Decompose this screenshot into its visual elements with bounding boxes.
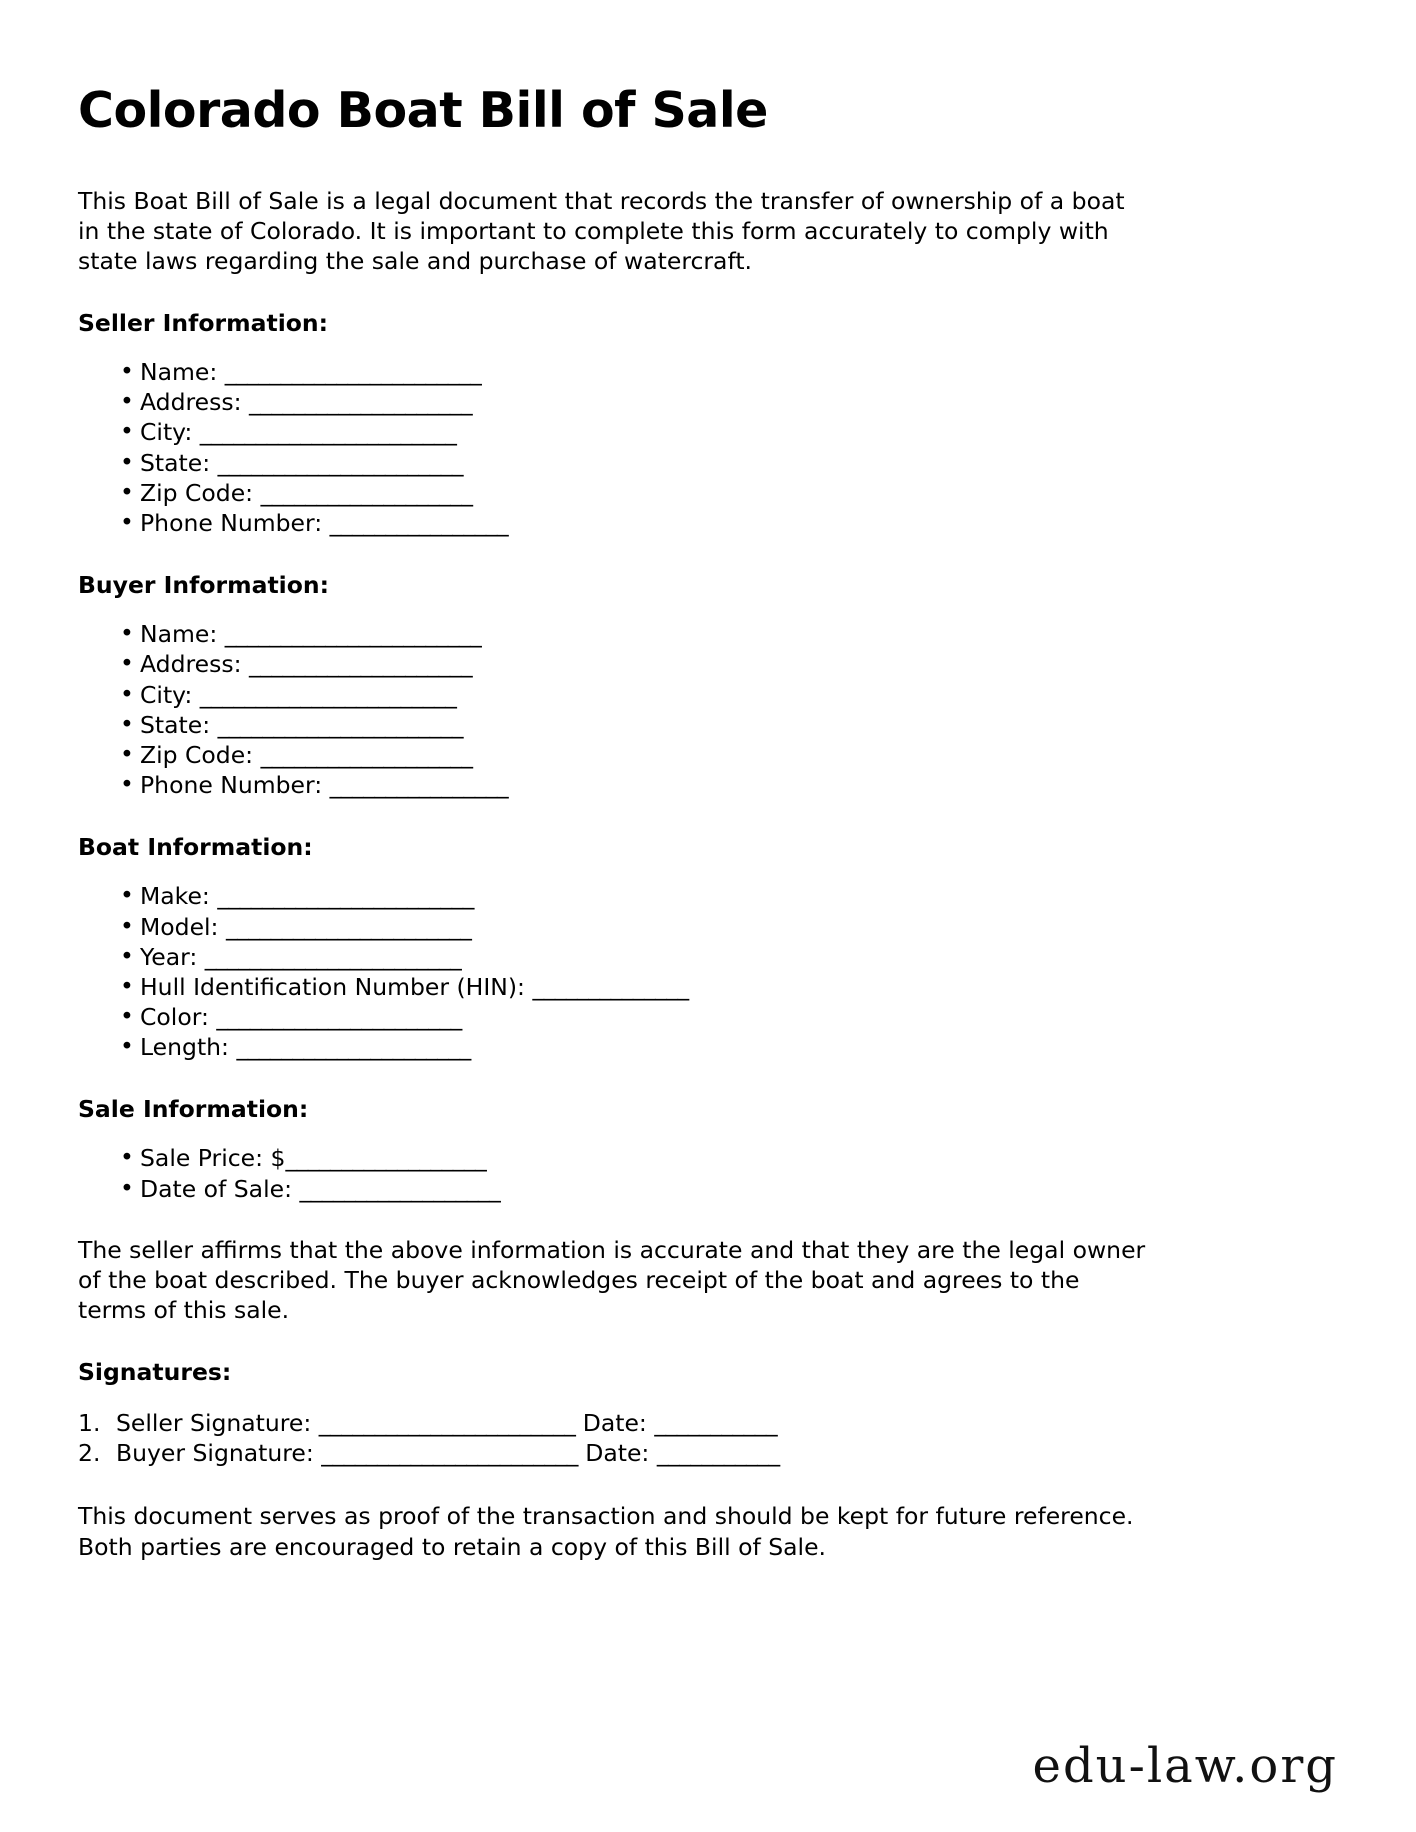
field-label: Zip Code: bbox=[140, 478, 254, 507]
field-blank[interactable]: ___________________ bbox=[260, 740, 473, 769]
list-item bbox=[78, 1002, 1338, 1032]
field-blank[interactable]: _______________________ bbox=[199, 418, 457, 447]
field-blank[interactable]: ____________________ bbox=[249, 650, 473, 679]
field-blank[interactable]: _______________________ bbox=[224, 358, 482, 387]
list-item bbox=[78, 357, 1338, 387]
date-blank[interactable]: ___________ bbox=[654, 1409, 777, 1438]
field-label: Phone Number: bbox=[140, 771, 323, 800]
field-label: Phone Number: bbox=[140, 509, 323, 538]
signatures-heading: Signatures: bbox=[78, 1358, 232, 1387]
sale-information-heading: Sale Information: bbox=[78, 1095, 309, 1124]
field-label: Year: bbox=[140, 942, 198, 971]
table-row bbox=[78, 1438, 1338, 1468]
list-item bbox=[78, 508, 1338, 538]
field-label: Address: bbox=[140, 388, 242, 417]
list-item bbox=[78, 740, 1338, 770]
closing-paragraph: This document serves as proof of the transaction and should be kept for future reference. Both parties are encouraged to retain a copy of this Bill of Sale. bbox=[78, 1502, 1134, 1561]
field-label: Length: bbox=[140, 1033, 229, 1062]
field-blank[interactable]: ______________ bbox=[532, 972, 689, 1001]
list-item bbox=[78, 881, 1338, 911]
affirmation-paragraph: The seller affirms that the above information is accurate and that they are the legal owner of the boat described. The buyer acknowledges receipt of the boat and agrees to the terms of this sale. bbox=[78, 1235, 1146, 1325]
list-item bbox=[78, 770, 1338, 800]
field-blank[interactable]: ______________________ bbox=[217, 448, 463, 477]
list-item bbox=[78, 912, 1338, 942]
signature-label: Buyer Signature: bbox=[116, 1439, 314, 1468]
field-label: Date of Sale: bbox=[140, 1174, 292, 1203]
signature-list bbox=[78, 1386, 1338, 1468]
field-blank[interactable]: _______________________ bbox=[224, 620, 482, 649]
site-watermark: edu-law.org bbox=[1032, 1738, 1338, 1794]
date-label: Date: bbox=[585, 1439, 650, 1468]
signature-label: Seller Signature: bbox=[116, 1409, 312, 1438]
list-item bbox=[78, 417, 1338, 447]
field-label: Name: bbox=[140, 358, 218, 387]
table-row bbox=[78, 1408, 1338, 1438]
field-blank[interactable]: ______________________ bbox=[216, 1003, 462, 1032]
list-item bbox=[78, 1174, 1338, 1204]
list-item bbox=[78, 942, 1338, 972]
field-label: State: bbox=[140, 710, 211, 739]
field-label: Color: bbox=[140, 1003, 209, 1032]
seller-field-list bbox=[78, 337, 1338, 538]
list-item bbox=[78, 972, 1338, 1002]
list-item bbox=[78, 710, 1338, 740]
field-label: City: bbox=[140, 680, 193, 709]
buyer-information-heading: Buyer Information: bbox=[78, 571, 330, 600]
field-blank[interactable]: _____________________ bbox=[236, 1033, 471, 1062]
list-item bbox=[78, 387, 1338, 417]
list-item bbox=[78, 478, 1338, 508]
field-blank[interactable]: ______________________ bbox=[217, 710, 463, 739]
buyer-field-list bbox=[78, 599, 1338, 800]
field-label: Sale Price: $ bbox=[140, 1144, 286, 1173]
field-label: State: bbox=[140, 448, 211, 477]
seller-information-heading: Seller Information: bbox=[78, 309, 329, 338]
list-item bbox=[78, 1143, 1338, 1173]
field-blank[interactable]: ___________________ bbox=[260, 478, 473, 507]
field-label: City: bbox=[140, 418, 193, 447]
field-label: Address: bbox=[140, 650, 242, 679]
date-label: Date: bbox=[582, 1409, 647, 1438]
sale-field-list bbox=[78, 1123, 1338, 1203]
list-item bbox=[78, 1032, 1338, 1062]
list-item bbox=[78, 649, 1338, 679]
boat-information-heading: Boat Information: bbox=[78, 833, 313, 862]
field-blank[interactable]: _______________________ bbox=[217, 882, 474, 911]
list-item bbox=[78, 619, 1338, 649]
field-label: Hull Identification Number (HIN): bbox=[140, 972, 525, 1001]
field-label: Name: bbox=[140, 620, 218, 649]
field-blank[interactable]: _______________________ bbox=[204, 942, 462, 971]
signature-blank[interactable]: _______________________ bbox=[321, 1439, 578, 1468]
signature-blank[interactable]: _______________________ bbox=[318, 1409, 576, 1438]
list-item bbox=[78, 448, 1338, 478]
field-blank[interactable]: ______________________ bbox=[225, 912, 472, 941]
field-blank[interactable]: __________________ bbox=[285, 1144, 487, 1173]
field-label: Make: bbox=[140, 882, 210, 911]
list-item bbox=[78, 680, 1338, 710]
field-label: Model: bbox=[140, 912, 219, 941]
field-blank[interactable]: _______________________ bbox=[199, 680, 457, 709]
page-title: Colorado Boat Bill of Sale bbox=[78, 82, 768, 139]
intro-paragraph: This Boat Bill of Sale is a legal document that records the transfer of ownership of a boat in the state of Colorado. It is important to complete this form accurately to comply with state laws regarding the sale and purchase of watercraft. bbox=[78, 186, 1125, 276]
field-label: Zip Code: bbox=[140, 740, 254, 769]
boat-field-list bbox=[78, 861, 1338, 1062]
field-blank[interactable]: ________________ bbox=[329, 771, 509, 800]
field-blank[interactable]: ________________ bbox=[329, 509, 509, 538]
field-blank[interactable]: __________________ bbox=[299, 1174, 501, 1203]
date-blank[interactable]: ___________ bbox=[656, 1439, 780, 1468]
field-blank[interactable]: ____________________ bbox=[249, 388, 473, 417]
